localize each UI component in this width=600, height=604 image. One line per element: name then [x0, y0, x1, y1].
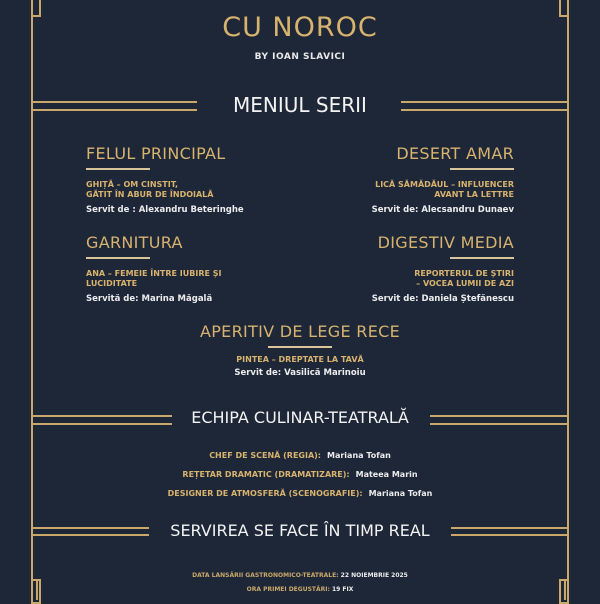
menu-section-appetizer	[150, 322, 450, 378]
credit-row	[0, 489, 600, 498]
section-heading: FELUL PRINCIPAL	[86, 144, 226, 163]
dish-name	[86, 269, 306, 289]
dish-name	[86, 180, 306, 200]
tasting-time	[0, 586, 600, 593]
section-underline	[268, 346, 332, 348]
server-credit: Servit de: Alecsandru Dunaev	[371, 205, 514, 215]
section-underline	[450, 168, 514, 170]
dish-line: ANA – FEMEIE ÎNTRE IUBIRE ȘI	[86, 269, 222, 278]
dish-line: AVANT LA LETTRE	[434, 190, 514, 199]
team-title: ECHIPA CULINAR-TEATRALĂ	[191, 408, 409, 427]
menu-section-digestif	[294, 233, 514, 304]
menu-title: MENIUL SERII	[233, 93, 367, 117]
server-credit: Servit de: Vasilică Marinoiu	[234, 368, 366, 378]
section-underline	[450, 257, 514, 259]
menu-section-main-course	[86, 144, 306, 215]
frame-left-line	[31, 0, 33, 600]
dish-line: LUCIDITATE	[86, 279, 138, 288]
author-byline: BY IOAN SLAVICI	[254, 52, 346, 62]
menu-section-dessert	[294, 144, 514, 215]
launch-value: 22 NOIEMBRIE 2025	[340, 572, 408, 579]
launch-label: DATA LANSĂRII GASTRONOMICO-TEATRALE:	[192, 572, 339, 579]
page-title: CU NOROC	[222, 12, 378, 43]
dish-name: PINTEA – DREPTATE LA TAVĂ	[236, 355, 364, 364]
section-underline	[86, 168, 150, 170]
credit-name: Mariana Tofan	[327, 451, 391, 460]
time-label: ORA PRIMEI DEGUSTĂRI:	[246, 586, 330, 593]
credit-role: DESIGNER DE ATMOSFERĂ (SCENOGRAFIE):	[167, 489, 363, 498]
dish-line: GĂTIT ÎN ABUR DE ÎNDOIALĂ	[86, 190, 214, 199]
section-heading: APERITIV DE LEGE RECE	[199, 322, 400, 341]
dish-name	[294, 269, 514, 289]
frame-right-line	[567, 0, 569, 600]
dish-line: – VOCEA LUMII DE AZI	[416, 279, 514, 288]
credit-name: Mateea Marin	[355, 470, 418, 479]
credit-role: REȚETAR DRAMATIC (DRAMATIZARE):	[182, 470, 350, 479]
launch-date	[0, 572, 600, 579]
section-underline	[86, 257, 150, 259]
credit-role: CHEF DE SCENĂ (REGIA):	[209, 451, 321, 460]
dish-line: REPORTERUL DE ȘTIRI	[414, 269, 514, 278]
section-heading: GARNITURA	[86, 233, 183, 252]
section-heading: DESERT AMAR	[396, 144, 514, 163]
section-heading: DIGESTIV MEDIA	[377, 233, 514, 252]
credit-row	[0, 470, 600, 479]
time-value: 19 FIX	[331, 586, 354, 593]
server-credit: Servită de: Marina Măgală	[86, 294, 213, 304]
dish-name	[294, 180, 514, 200]
credit-row	[0, 451, 600, 460]
server-credit: Servit de : Alexandru Beteringhe	[86, 205, 244, 215]
credit-name: Mariana Tofan	[368, 489, 433, 498]
dish-line: LICĂ SĂMĂDĂUL – INFLUENCER	[375, 180, 514, 189]
dish-line: GHIȚĂ – OM CINSTIT,	[86, 180, 179, 189]
serving-title: SERVIREA SE FACE ÎN TIMP REAL	[170, 521, 430, 540]
menu-section-side-dish	[86, 233, 306, 304]
server-credit: Servit de: Daniela Ștefănescu	[371, 294, 514, 304]
